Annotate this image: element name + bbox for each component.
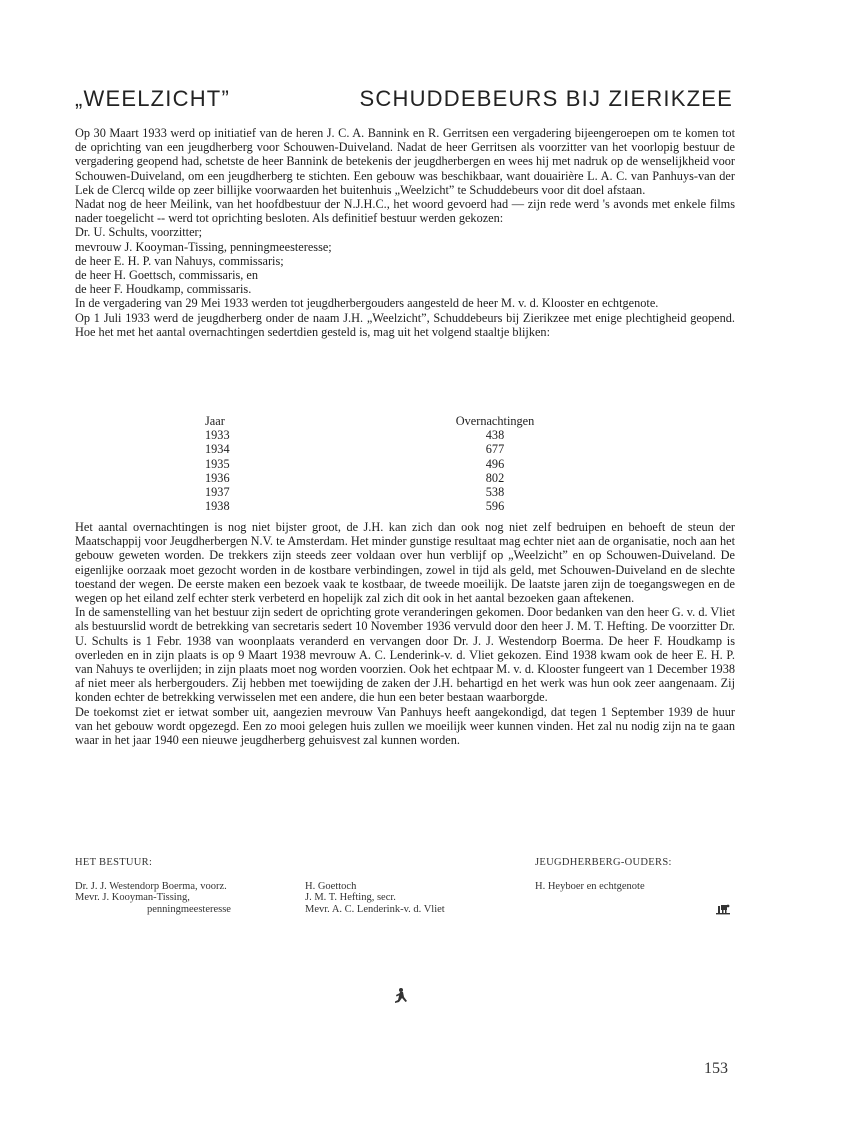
table-header-overnights: Overnachtingen xyxy=(455,414,535,428)
board-member-line: Dr. U. Schults, voorzitter; xyxy=(75,225,203,240)
board-title: HET BESTUUR: xyxy=(75,857,153,868)
year-cell: 1933 xyxy=(205,428,230,443)
intro-section xyxy=(75,126,735,339)
overnights-cell: 438 xyxy=(485,428,505,443)
board-line: Mevr. J. Kooyman-Tissing, xyxy=(75,892,190,903)
year-cell: 1935 xyxy=(205,456,230,471)
overnights-cell: 802 xyxy=(485,470,505,485)
year-cell: 1938 xyxy=(205,499,230,514)
board-line: J. M. T. Hefting, secr. xyxy=(305,892,396,903)
page-heading xyxy=(75,86,735,116)
paragraph: De toekomst ziet er ietwat somber uit, aangezien mevrouw Van Panhuys heeft aangekondigd, dat tegen 1 September 1939 de huur van het gebouw wordt opgezegd. Een zo mooi gelegen huis zullen we moeilijk weer kunnen vinden. Het zal nu nodig zijn na te gaan waar in het jaar 1940 een nieuwe jeugdherberg gehuisvest zal kunnen worden. xyxy=(75,704,735,748)
table-row xyxy=(205,471,605,485)
table-header-row xyxy=(205,414,605,428)
board-line: Mevr. A. C. Lenderink-v. d. Vliet xyxy=(305,903,445,915)
year-cell: 1937 xyxy=(205,485,230,500)
parents-title: JEUGDHERBERG-OUDERS: xyxy=(535,857,672,868)
paragraph: In de samenstelling van het bestuur zijn sedert de oprichting grote veranderingen gekomen. Door bedanken van den heer G. v. d. Vliet als bestuurslid wordt de betrekking van secretaris sedert 10 November 1936 vervuld door den heer J. M. T. Hefting. De voorzitter Dr. U. Schults is 1 Febr. 1938 van woonplaats veranderd en vervangen door Dr. J. J. Westendorp Boerma. De heer F. Houdkamp is overleden en in zijn plaats is op 9 Maart 1938 mevrouw A. C. Lenderink-v. d. Vliet gekozen. Eind 1938 kwam ook de heer E. H. P. van Nahuys te overlijden; in zijn plaats moet nog worden voorzien. Ook het echtpaar M. v. d. Klooster fungeert van 1 December 1938 af niet meer als herbergouders. Zij hebben met toewijding de zaken der J.H. behartigd en het werk was hun ook zeer aangenaam. Zij konden echter de betrekking verwisselen met een andere, die hun een beter bestaan waarborgde. xyxy=(75,605,735,705)
heading-title-left: „WEELZICHT” xyxy=(75,86,230,111)
board-section xyxy=(75,857,525,915)
table-row xyxy=(205,485,605,499)
board-line: H. Goettoch xyxy=(305,880,357,892)
parents-names: H. Heyboer en echtgenote xyxy=(535,880,645,892)
board-line: penningmeesteresse xyxy=(147,903,231,915)
board-member-line: de heer F. Houdkamp, commissaris. xyxy=(75,282,252,297)
paragraph: Op 30 Maart 1933 werd op initiatief van de heren J. C. A. Bannink en R. Gerritsen een vergadering bijeengeroepen om te komen tot de oprichting van een jeugdherberg voor Schouwen-Duiveland. Nadat de heer Gerritsen als voorzitter van het voorlopig bestuur de vergadering geopend had, schetste de heer Bannink de betekenis der jeugdherbergen en wees hij met nadruk op de wenselijkheid voor Schouwen-Duiveland, om een jeugdherberg te stichten. Een gebouw was beschikbaar, want douairière L. A. C. van Panhuys-van der Lek de Clercq wilde op zeer billijke voorwaarden het buitenhuis „Weelzicht” te Schuddebeurs voor dit doel afstaan. xyxy=(75,126,735,197)
overnights-cell: 596 xyxy=(485,499,505,514)
overnights-cell: 496 xyxy=(485,456,505,471)
board-column-b xyxy=(305,881,525,916)
table-row xyxy=(205,428,605,442)
main-body-section xyxy=(75,520,735,747)
overnights-cell: 677 xyxy=(485,442,505,457)
paragraph: Op 1 Juli 1933 werd de jeugdherberg onder de naam J.H. „Weelzicht”, Schuddebeurs bij Zierikzee met enige plechtigheid geopend. Hoe het met het aantal overnachtingen sedertdien gesteld is, mag uit het volgend staaltje blijken: xyxy=(75,310,735,339)
hostel-parents-section xyxy=(535,857,755,892)
hiker-icon xyxy=(716,903,730,915)
overnight-stats-table xyxy=(205,414,605,513)
runner-icon xyxy=(393,987,409,1005)
table-row xyxy=(205,457,605,471)
year-cell: 1934 xyxy=(205,442,230,457)
board-member-line: mevrouw J. Kooyman-Tissing, penningmeesteresse; xyxy=(75,239,332,254)
table-row xyxy=(205,442,605,456)
table-row xyxy=(205,499,605,513)
board-line: Dr. J. J. Westendorp Boerma, voorz. xyxy=(75,880,227,892)
board-member-line: de heer E. H. P. van Nahuys, commissaris; xyxy=(75,253,284,268)
heading-title-right: SCHUDDEBEURS BIJ ZIERIKZEE xyxy=(359,86,733,111)
year-cell: 1936 xyxy=(205,470,230,485)
table-header-year: Jaar xyxy=(205,414,225,428)
paragraph: Nadat nog de heer Meilink, van het hoofdbestuur der N.J.H.C., het woord gevoerd had — zijn rede werd 's avonds met enkele films nader toegelicht -- werd tot oprichting besloten. Als definitief bestuur werden gekozen: xyxy=(75,197,735,226)
board-member-line: de heer H. Goettsch, commissaris, en xyxy=(75,268,259,283)
paragraph: Het aantal overnachtingen is nog niet bijster groot, de J.H. kan zich dan ook nog niet zelf bedruipen en behoeft de steun der Maatschappij voor Jeugdherbergen N.V. te Amsterdam. Het minder gunstige resultaat mag echter niet aan de organisatie, noch aan het gebouw geweten worden. De trekkers zijn steeds zeer voldaan over hun verblijf op „Weelzicht” en op Schouwen-Duiveland. De eigenlijke oorzaak moet gezocht worden in de kostbare verbindingen, zowel in tijd als geld, met Schouwen-Duiveland en de slechte toestand der wegen. De eerste maken een bezoek vaak te kostbaar, de tweede moeilijk. De laatste jaren zijn de toegangswegen en de wegen op het eiland zelf echter sterk verbeterd en hopelijk zal zich dit ook in het aantal bezoeken gaan aftekenen. xyxy=(75,520,735,606)
overnights-cell: 538 xyxy=(485,485,505,500)
paragraph: In de vergadering van 29 Mei 1933 werden tot jeugdherbergouders aangesteld de heer M. v. d. Klooster en echtgenote. xyxy=(75,296,659,311)
page-number: 153 xyxy=(704,1060,728,1077)
board-column-a xyxy=(75,881,305,916)
